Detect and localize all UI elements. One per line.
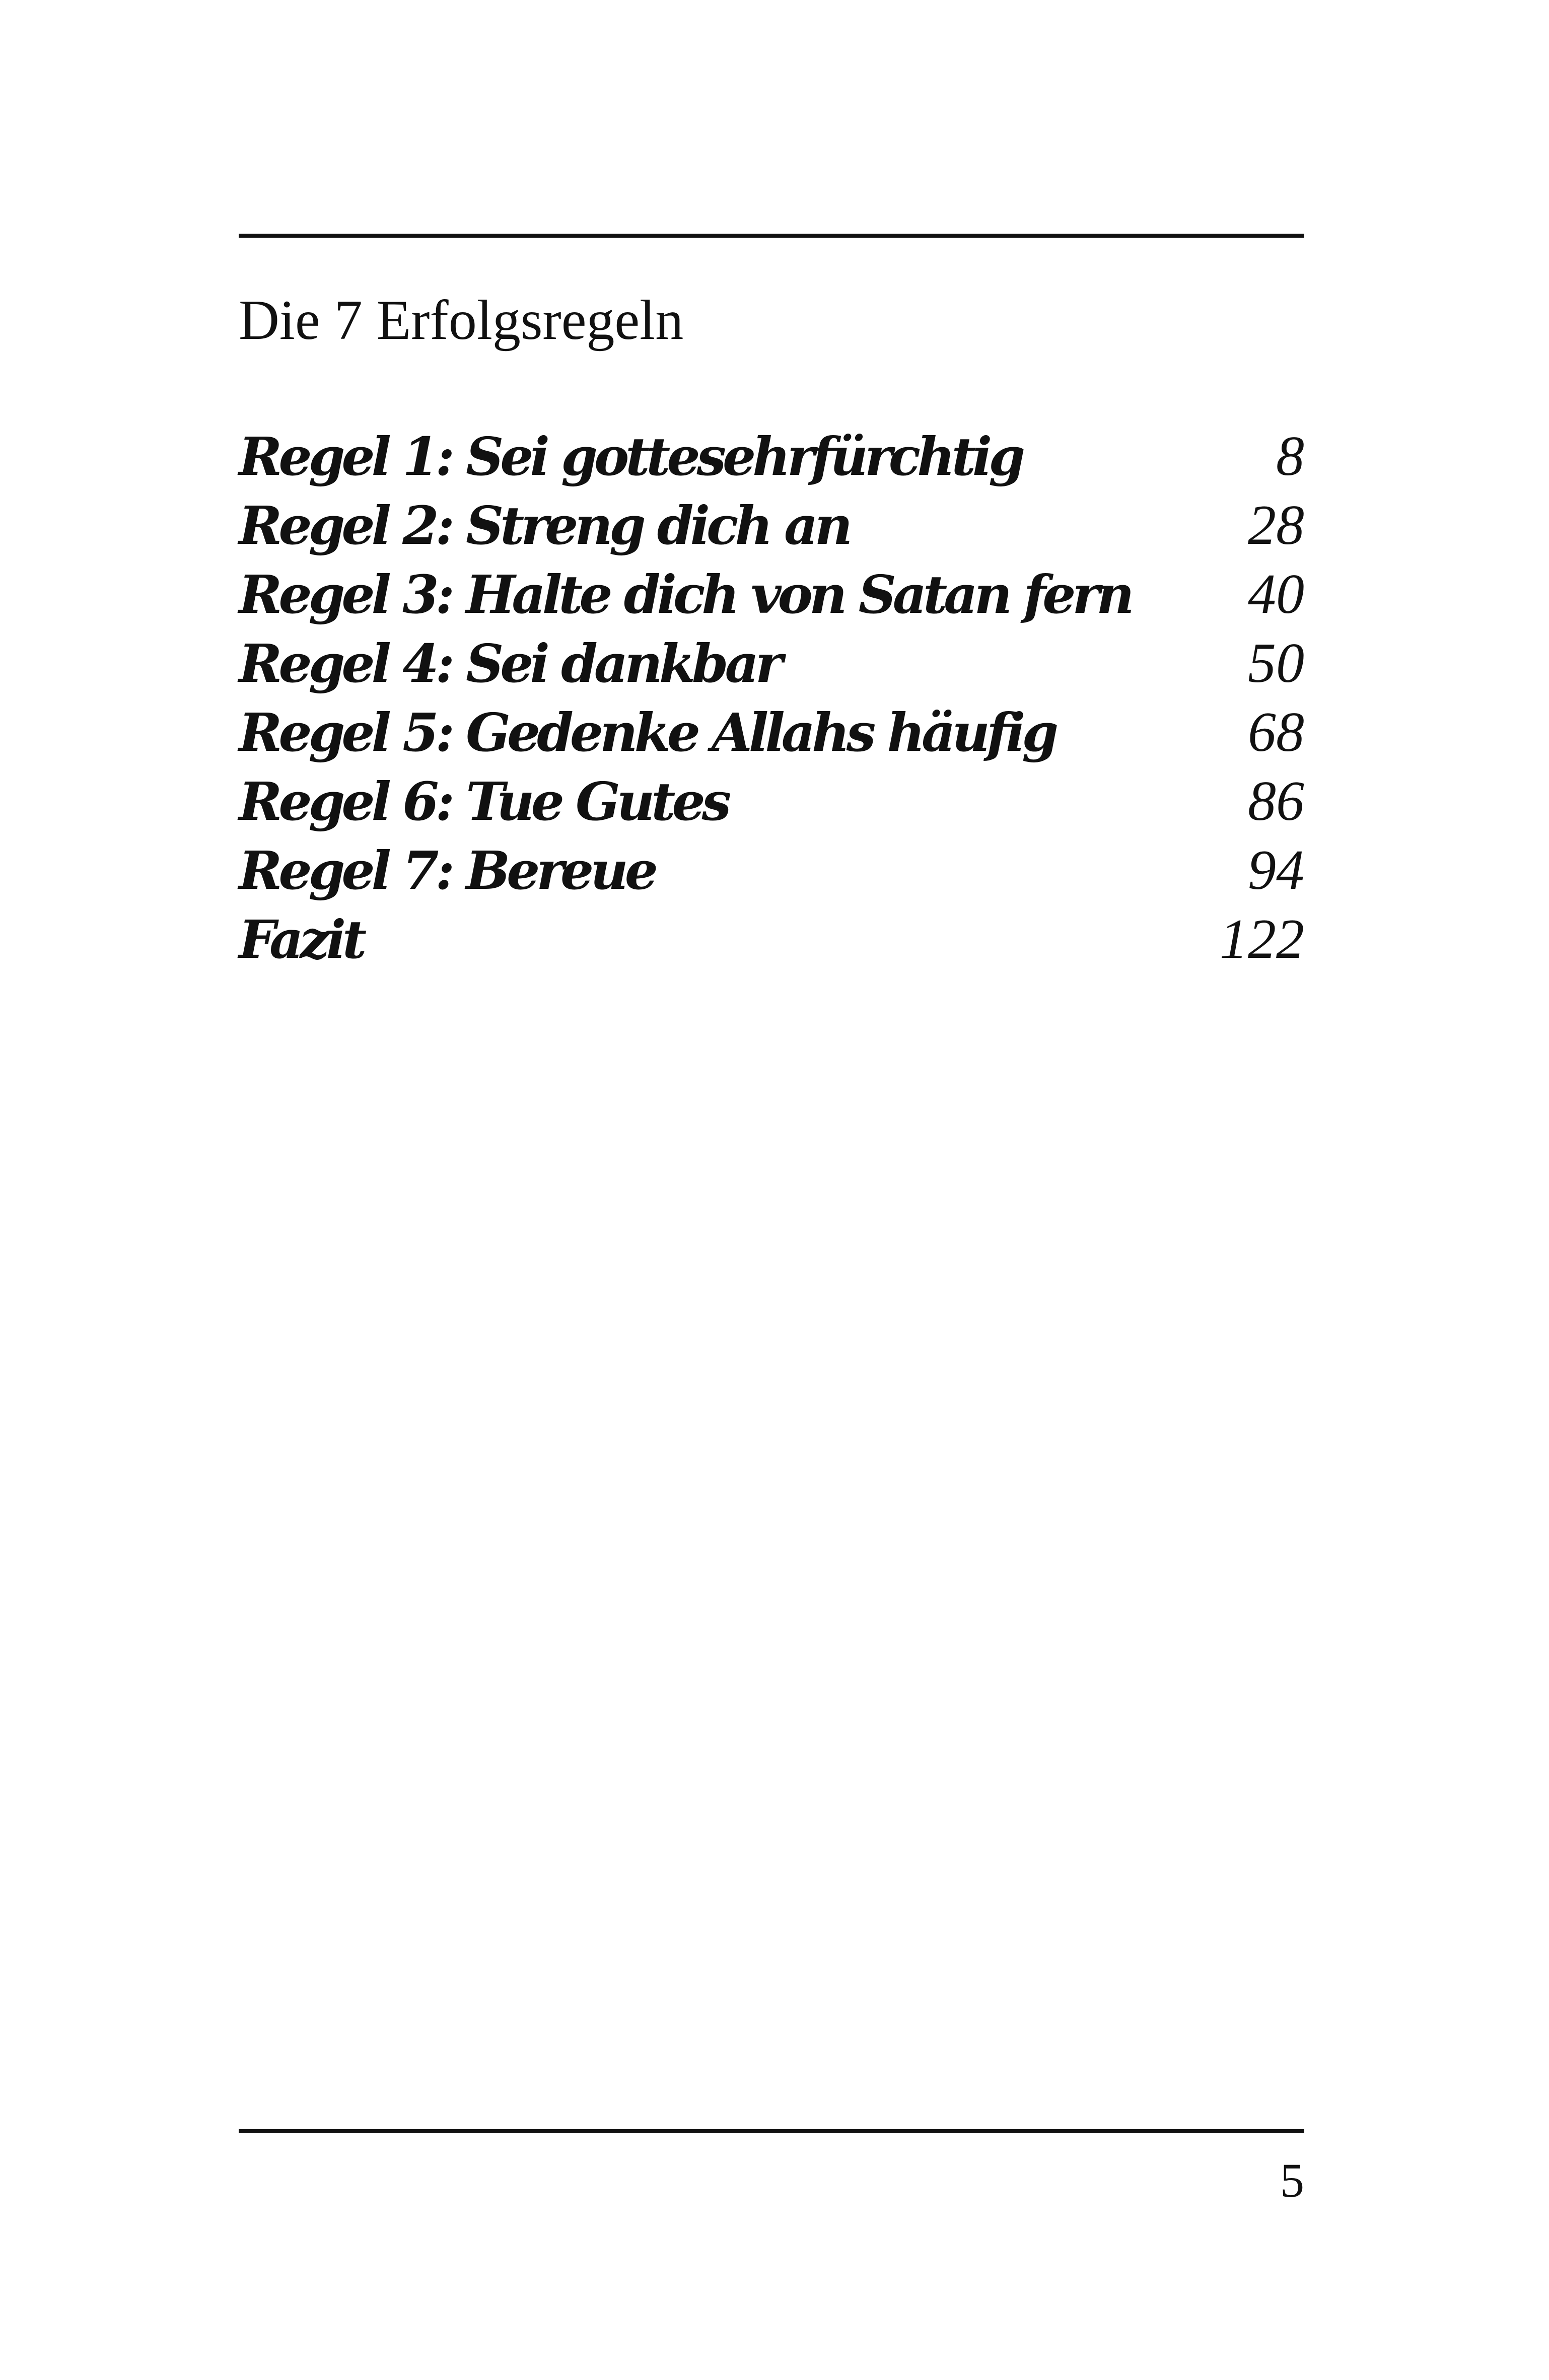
toc-entry-title: Regel 4: Sei dankbar [239,633,780,694]
toc-entry-2 [239,491,1304,560]
toc-entry-title: Regel 6: Tue Gutes [239,771,728,832]
toc-entry-title: Fazit [239,908,364,970]
toc-entry-page: 28 [1248,494,1304,556]
toc-entry-1 [239,422,1304,491]
toc-entry-page: 8 [1276,425,1304,487]
toc-entry-page: 68 [1248,701,1304,763]
toc-entry-page: 50 [1248,632,1304,694]
toc-entry-title: Regel 5: Gedenke Allahs häufig [239,702,1055,763]
toc-entry-6 [239,767,1304,836]
bottom-rule [239,2129,1304,2133]
toc-entry-page: 40 [1248,563,1304,625]
toc-entry-3 [239,560,1304,629]
toc-entry-page: 94 [1248,839,1304,901]
toc-entry-page: 86 [1248,770,1304,832]
toc-entry-title: Regel 2: Streng dich an [239,495,850,556]
toc-entry-title: Regel 3: Halte dich von Satan fern [239,564,1131,625]
page-heading: Die 7 Erfolgsregeln [239,289,684,352]
toc-entry-page: 122 [1220,908,1304,970]
toc-entry-8 [239,905,1304,974]
toc-entry-7 [239,836,1304,905]
toc-entry-title: Regel 7: Bereue [239,839,655,901]
page-number: 5 [1280,2153,1304,2207]
toc-entry-title: Regel 1: Sei gottesehrfürchtig [239,426,1022,487]
toc-entry-4 [239,629,1304,698]
table-of-contents [239,422,1304,974]
toc-entry-5 [239,698,1304,767]
top-rule [239,234,1304,238]
